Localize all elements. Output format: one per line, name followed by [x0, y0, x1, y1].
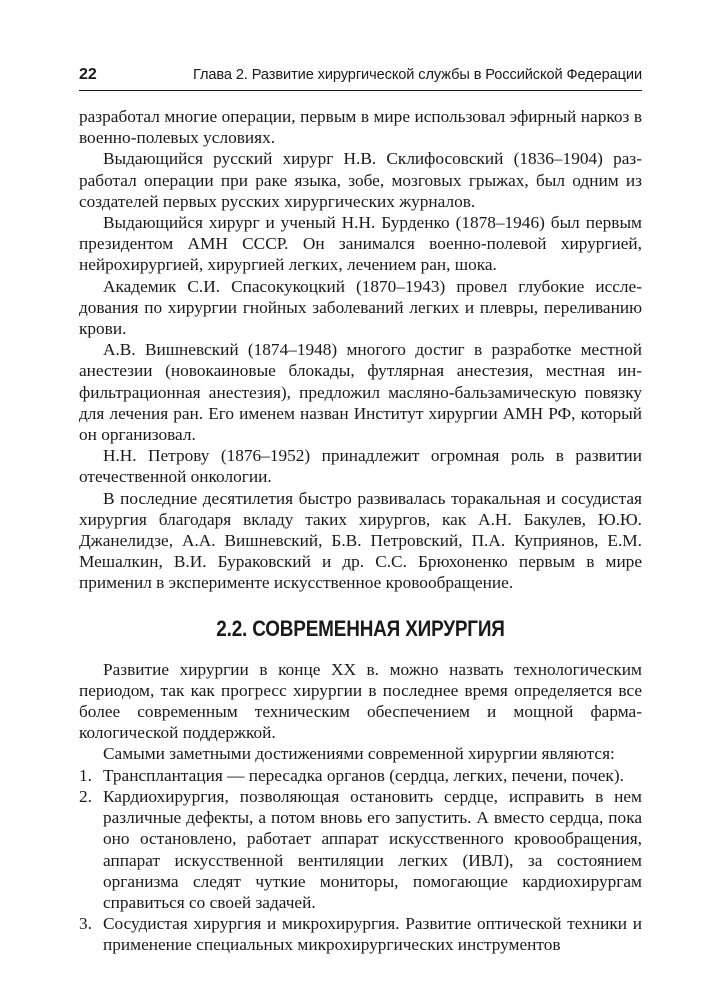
section-heading: 2.2. СОВРЕМЕННАЯ ХИРУРГИЯ — [216, 615, 505, 641]
paragraph-technological-period: Развитие хирургии в конце XX в. можно назвать технологическим периодом, так как прогресс хирургии в последнее время определяется все более современным техническим обеспечением и мощной фармакологической поддержкой. — [79, 659, 642, 743]
paragraph-achievements-intro: Самыми заметными достижениями современной хирургии являются: — [103, 744, 615, 764]
page-body — [79, 106, 642, 956]
list-item-number: 2. — [79, 786, 92, 806]
achievements-list — [79, 765, 642, 956]
paragraph-spasokukotsky: Академик С.И. Спасокукоцкий (1870–1943) провел глубокие исследования по хирургии гнойных заболеваний легких и плевры, переливанию крови. — [79, 276, 642, 339]
paragraph-burdenko: Выдающийся хирург и ученый Н.Н. Бурденко (1878–1946) был первым президентом АМН СССР. Он занимался военно-полевой хирургией, нейрохирургией, хирургией легких, лечением ран, шока. — [79, 213, 642, 275]
list-item-text: Кардиохирургия, позволяющая остановить сердце, исправить в нем различные дефекты, а потом вновь его запустить. А вместо сердца, пока оно остановлено, работает аппарат искусственного кровообращения, аппарат искусственной вентиляции легких (ИВЛ), за состоянием организма следят чуткие мониторы, помогающие кардиохирургам справиться со своей задачей. — [103, 786, 642, 912]
list-item — [79, 765, 642, 786]
paragraph-sklifosovsky: Выдающийся русский хирург Н.В. Склифосовский (1836–1904) разработал операции при раке языка, зобе, мозговых грыжах, был одним из создателей первых русских хирургических журналов. — [79, 149, 642, 211]
chapter-title: Глава 2. Развитие хирургической службы в Российской Федерации — [192, 67, 642, 83]
list-item-number: 3. — [79, 914, 92, 934]
list-item — [79, 786, 642, 913]
list-item-text: Трансплантация — пересадка органов (сердца, легких, печени, почек). — [103, 765, 624, 785]
page-number: 22 — [79, 66, 97, 83]
paragraph-continuation: разработал многие операции, первым в мире использовал эфирный наркоз в военно-полевых условиях. — [79, 107, 642, 148]
list-item-number: 1. — [79, 765, 92, 785]
list-item — [79, 913, 642, 955]
running-header — [79, 64, 642, 91]
list-item-text: Сосудистая хирургия и микрохирургия. Развитие оптической техники и применение специальных микрохирургических инструментов — [103, 914, 642, 955]
paragraph-thoracic-surgery: В последние десятилетия быстро развивалась торакальная и сосудистая хирургия благодаря вкладу таких хирургов, как А.Н. Бакулев, Ю.Ю. Джанелидзе, А.А. Вишневский, Б.В. Петровский, П.А. Куприянов, Е.М. Мешалкин, В.И. Бураковский и др. С.С. Брюхоненко первым в мире применил в эксперименте искусственное кровообращение. — [79, 488, 642, 593]
paragraph-petrov: Н.Н. Петрову (1876–1952) принадлежит огромная роль в развитии отечественной онкологии. — [79, 446, 642, 487]
paragraph-vishnevsky: А.В. Вишневский (1874–1948) многого достиг в разработке местной анестезии (новокаиновые блокады, футлярная анестезия, местная инфильтрационная анестезия), предложил масляно-бальзамическую повязку для лечения ран. Его именем назван Институт хирургии АМН РФ, который он организовал. — [79, 340, 642, 445]
